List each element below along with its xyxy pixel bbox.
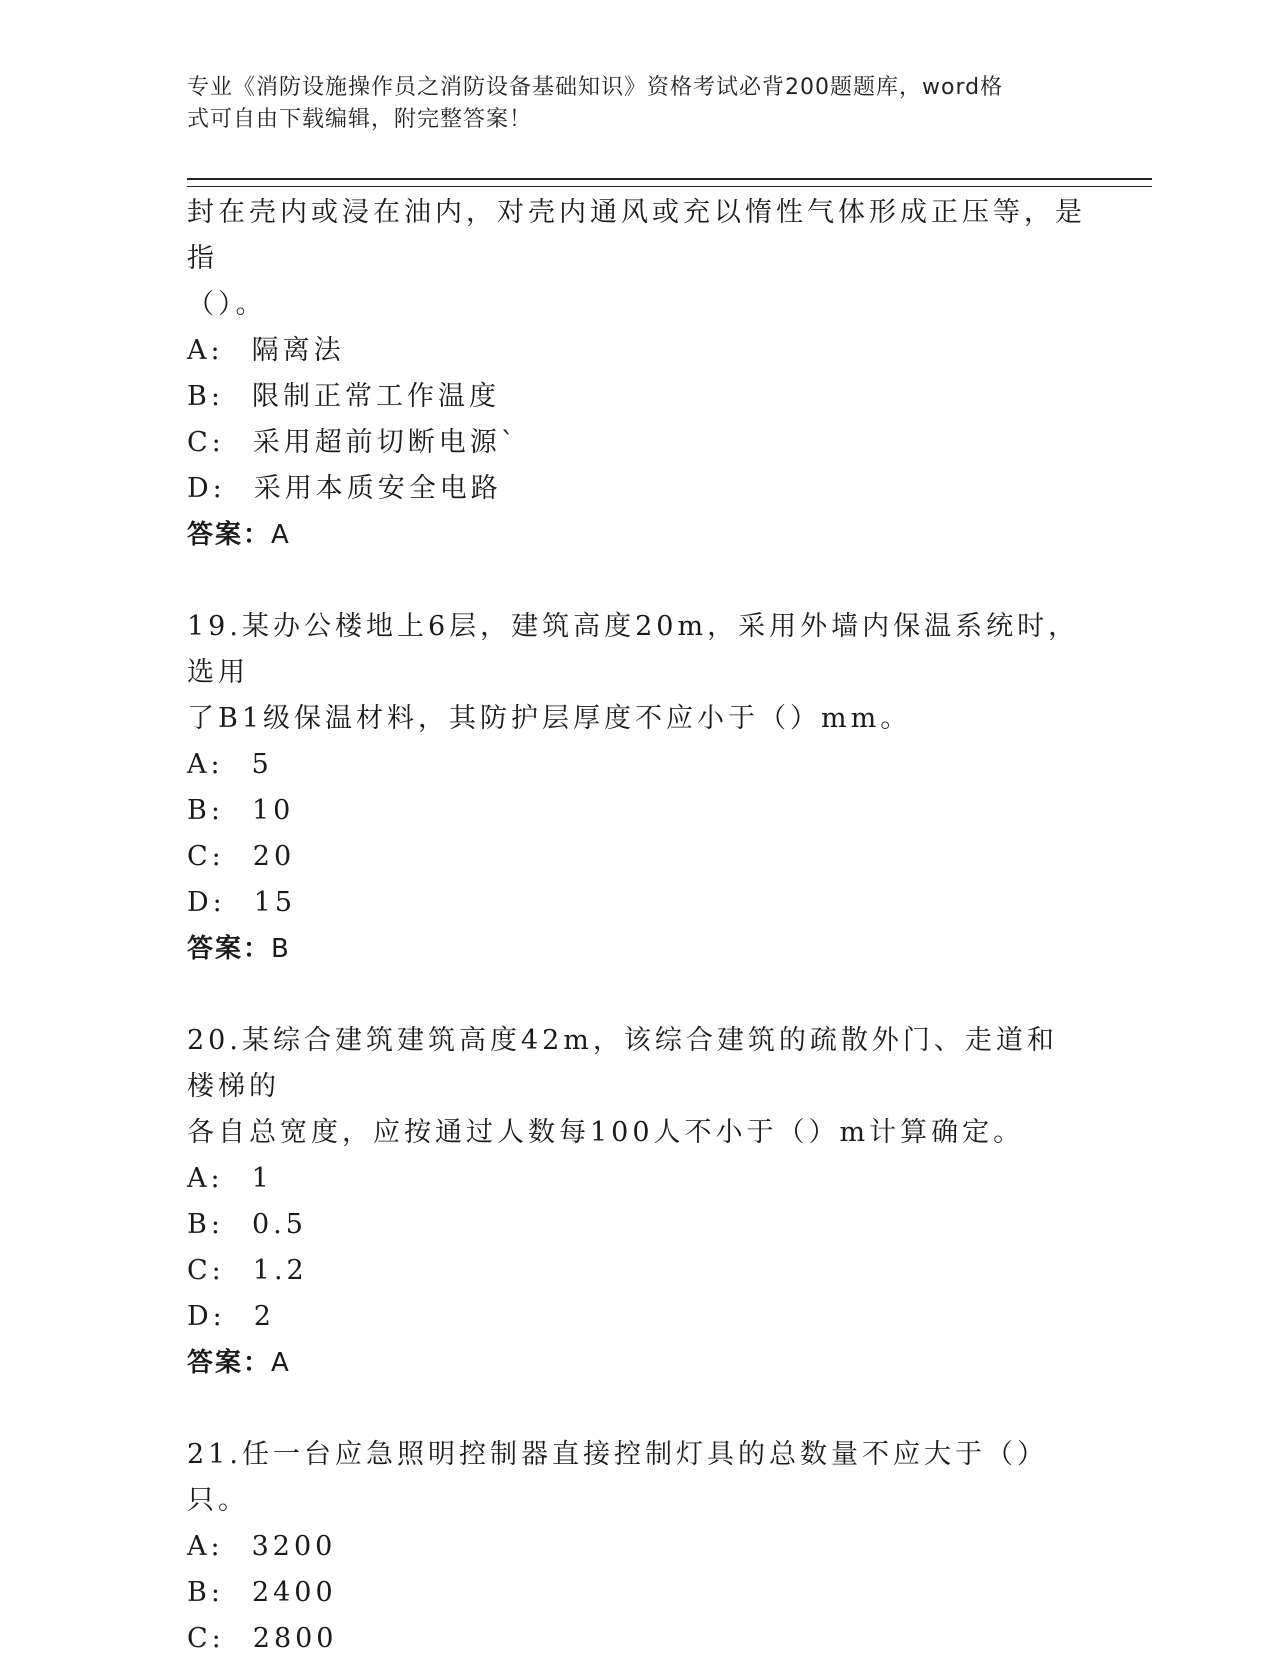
option-c [187,420,1087,466]
option-text: 1.2 [252,1255,308,1286]
option-text: 20 [252,841,296,872]
header-divider [187,178,1152,187]
option-text: 15 [253,887,297,918]
option-a [187,1524,1087,1570]
option-d [187,466,1087,512]
question-text-line: 19.某办公楼地上6层，建筑高度20m，采用外墙内保温系统时，选用 [187,611,1080,688]
question-text-line: 21.任一台应急照明控制器直接控制灯具的总数量不应大于（）只。 [187,1439,1048,1516]
header-line-1: 专业《消防设施操作员之消防设备基础知识》资格考试必背200题题库，word格 [187,75,1004,100]
option-text: 1 [251,1163,273,1194]
option-key: B: [187,1209,224,1240]
option-c [187,1248,1087,1294]
option-b [187,374,1087,420]
option-d [187,880,1087,926]
option-text: 隔离法 [251,335,345,366]
answer-line [187,926,1087,972]
option-text: 10 [251,795,295,826]
question-block [187,1018,1087,1386]
question-block [187,604,1087,972]
option-key: A: [187,335,224,366]
option-text: 限制正常工作温度 [251,381,500,412]
option-text: 5 [251,749,273,780]
question-text-line: 了B1级保温材料，其防护层厚度不应小于（）mm。 [187,703,912,734]
option-b [187,1570,1087,1616]
option-d [187,1294,1087,1340]
question-block [187,1432,1087,1662]
option-b [187,1202,1087,1248]
option-key: A: [187,749,224,780]
option-key: A: [187,1163,224,1194]
answer-value: A [271,520,291,550]
header-line-2: 式可自由下载编辑，附完整答案！ [187,107,533,132]
option-text: 2 [253,1301,275,1332]
option-text: 采用本质安全电路 [253,473,502,504]
answer-value: A [271,1348,291,1378]
option-c [187,1616,1087,1662]
option-text: 0.5 [251,1209,307,1240]
question-text-line: 封在壳内或浸在油内，对壳内通风或充以惰性气体形成正压等，是指 [187,197,1086,274]
question-text-line: 各自总宽度，应按通过人数每100人不小于（）m计算确定。 [187,1117,1025,1148]
option-c [187,834,1087,880]
question-block [187,190,1087,558]
option-a [187,742,1087,788]
option-b [187,788,1087,834]
option-key: D: [187,473,226,504]
option-text: 采用超前切断电源` [252,427,519,458]
question-text-line: （）。 [187,289,267,320]
option-key: D: [187,887,226,918]
answer-label: 答案： [187,520,272,550]
answer-line [187,1340,1087,1386]
option-a [187,328,1087,374]
option-key: C: [187,1255,225,1286]
answer-label: 答案： [187,934,272,964]
answer-line [187,512,1087,558]
option-a [187,1156,1087,1202]
option-text: 2400 [251,1577,337,1608]
option-key: B: [187,795,224,826]
option-key: D: [187,1301,226,1332]
option-key: B: [187,1577,224,1608]
option-key: A: [187,1531,224,1562]
question-text-line: 20.某综合建筑建筑高度42m，该综合建筑的疏散外门、走道和楼梯的 [187,1025,1058,1102]
page-header [187,72,1067,136]
question-list [187,190,1087,1662]
option-key: C: [187,427,225,458]
option-text: 2800 [252,1623,338,1654]
option-key: B: [187,381,224,412]
option-key: C: [187,1623,225,1654]
answer-value: B [271,934,291,964]
option-text: 3200 [251,1531,337,1562]
answer-label: 答案： [187,1348,272,1378]
option-key: C: [187,841,225,872]
